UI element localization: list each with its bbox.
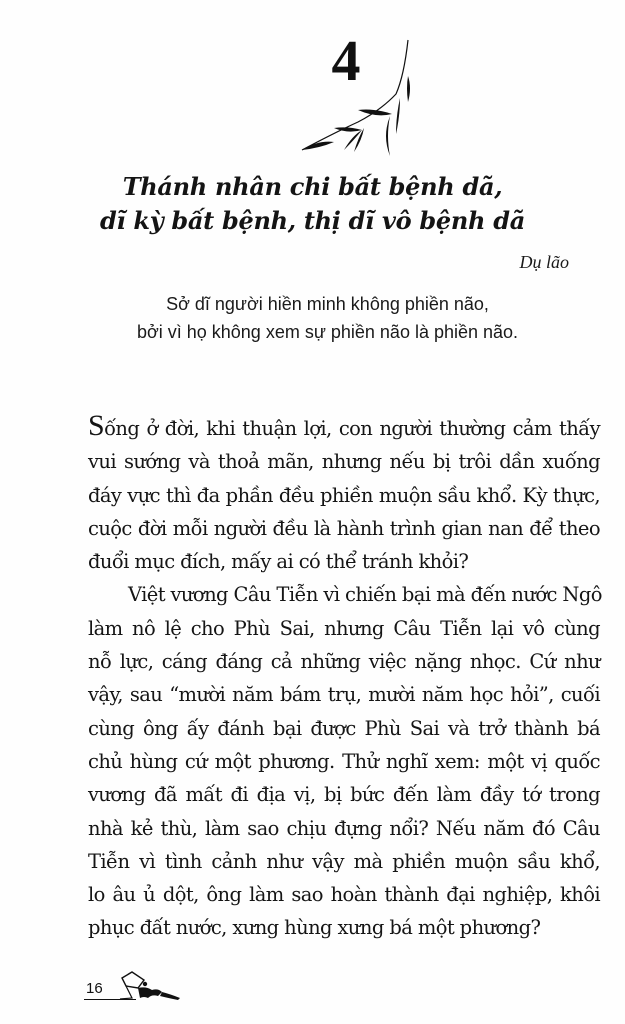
body-line: Việt vương Câu Tiễn vì chiến bại mà đến nước Ngô (128, 583, 602, 607)
epigraph-line: Thánh nhân chi bất bệnh dã, (122, 172, 503, 201)
body-line: vương đã mất đi địa vị, bị bức đến làm đầy tớ trong (88, 783, 600, 807)
translation-line: bởi vì họ không xem sự phiền não là phiền não. (136, 322, 519, 342)
body-line: cuộc đời mỗi người đều là hành trình gian nan để theo (88, 516, 600, 540)
body-line: nỗ lực, cáng đáng cả những việc nặng nhọc. Cứ như (88, 650, 600, 674)
body-line: phục đất nước, xưng hùng xưng bá một phương? (88, 916, 541, 940)
chapter-number: 4 (331, 28, 361, 93)
epigraph-line: dĩ kỳ bất bệnh, thị dĩ vô bệnh dã (100, 206, 525, 235)
epigraph-translation (0, 290, 625, 346)
page-footer (82, 968, 202, 1004)
body-line: đáy vực thì đa phần đều phiền muộn sầu khổ. Kỳ thực, (88, 483, 600, 507)
body-line: Tiễn vì tình cảnh như vậy mà phiền muộn sầu khổ, (88, 849, 600, 873)
body-line: làm nô lệ cho Phù Sai, nhưng Câu Tiễn lại vô cùng (88, 616, 600, 640)
bamboo-branch-icon (296, 36, 420, 156)
body-line: Sống ở đời, khi thuận lợi, con người thường cảm thấy (88, 409, 600, 442)
body-line: lo âu ủ dột, ông làm sao hoàn thành đại nghiệp, khôi (88, 883, 600, 907)
translation-line: Sở dĩ người hiền minh không phiền não, (166, 294, 489, 314)
body-line: vậy, sau “mười năm bám trụ, mười năm học hỏi”, cuối (88, 683, 600, 707)
body-line: vui sướng và thoả mãn, nhưng nếu bị trôi dần xuống (88, 450, 600, 474)
epigraph-attribution: Dụ lão (519, 252, 569, 272)
body-line: nhà kẻ thù, làm sao chịu đựng nổi? Nếu năm đó Câu (88, 816, 600, 840)
body-text (88, 409, 602, 945)
drop-cap: S (88, 409, 105, 442)
page-number: 16 (86, 980, 103, 997)
body-line: cùng ông ấy đánh bại được Phù Sai và trở thành bá (88, 716, 600, 740)
scholar-figure-icon (118, 968, 184, 1004)
body-line: đuổi mục đích, mấy ai có thể tránh khỏi? (88, 550, 469, 574)
epigraph (0, 170, 625, 238)
body-line: chủ hùng cứ một phương. Thử nghĩ xem: một vị quốc (88, 749, 600, 773)
